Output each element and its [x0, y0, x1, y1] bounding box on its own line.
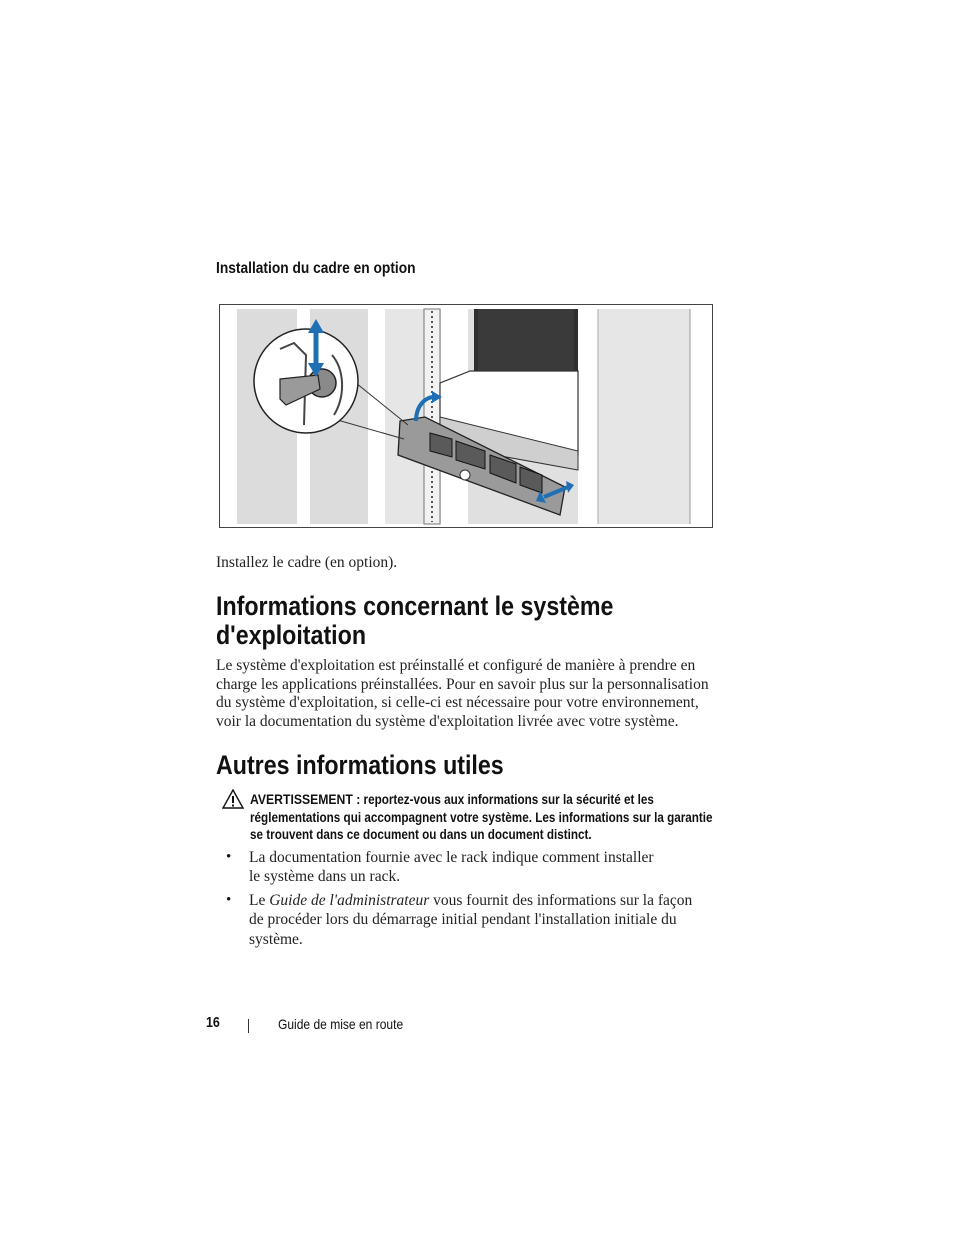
page-number: 16: [206, 1015, 220, 1031]
bullet-prefix: Le: [249, 892, 266, 909]
bullet-suffix: vous fournit des informations sur la façon: [433, 892, 693, 909]
bullet-line: [249, 891, 719, 910]
warning-note: [250, 791, 711, 843]
os-paragraph: [216, 657, 716, 731]
figure-caption: Installez le cadre (en option).: [216, 554, 398, 571]
other-info-heading: Autres informations utiles: [216, 750, 504, 780]
footer-title: Guide de mise en route: [278, 1016, 404, 1032]
bullet-line: La documentation fournie avec le rack indique comment installer: [249, 849, 654, 866]
admin-guide-title: Guide de l'administrateur: [269, 892, 430, 909]
bullet-line: système.: [249, 930, 303, 948]
bullet-item-admin-guide: [249, 891, 719, 949]
footer-separator: [248, 1019, 249, 1033]
os-heading-line-1: Informations concernant le système: [216, 591, 614, 621]
bezel-illustration: [220, 305, 712, 527]
os-heading: [216, 592, 613, 650]
figure-section-title: Installation du cadre en option: [216, 260, 416, 277]
os-paragraph-line: voir la documentation du système d'exploitation livrée avec votre système.: [216, 712, 679, 730]
warning-line-2: réglementations qui accompagnent votre système. Les informations sur la garantie: [250, 810, 713, 825]
os-paragraph-line: charge les applications préinstallées. Pour en savoir plus sur la personnalisation: [216, 675, 709, 693]
warning-text: reportez-vous aux informations sur la sécurité et les: [363, 792, 654, 807]
os-paragraph-line: du système d'exploitation, si celle-ci est nécessaire pour votre environnement,: [216, 694, 699, 712]
warning-icon: [222, 789, 244, 809]
bullet-line: le système dans un rack.: [249, 868, 401, 886]
bullet-line: de procéder lors du démarrage initial pendant l'installation initiale du: [249, 911, 677, 929]
bullet-marker: •: [226, 849, 232, 865]
os-paragraph-line: Le système d'exploitation est préinstallé et configuré de manière à prendre en: [216, 657, 696, 674]
warning-line-1: [250, 791, 711, 809]
os-heading-line-2: d'exploitation: [216, 620, 367, 650]
bullet-item-rack-doc: [249, 848, 719, 887]
bezel-installation-figure: [219, 304, 713, 528]
warning-label: AVERTISSEMENT :: [250, 792, 361, 808]
bullet-marker: •: [226, 892, 232, 908]
warning-line-3: se trouvent dans ce document ou dans un document distinct.: [250, 827, 592, 842]
